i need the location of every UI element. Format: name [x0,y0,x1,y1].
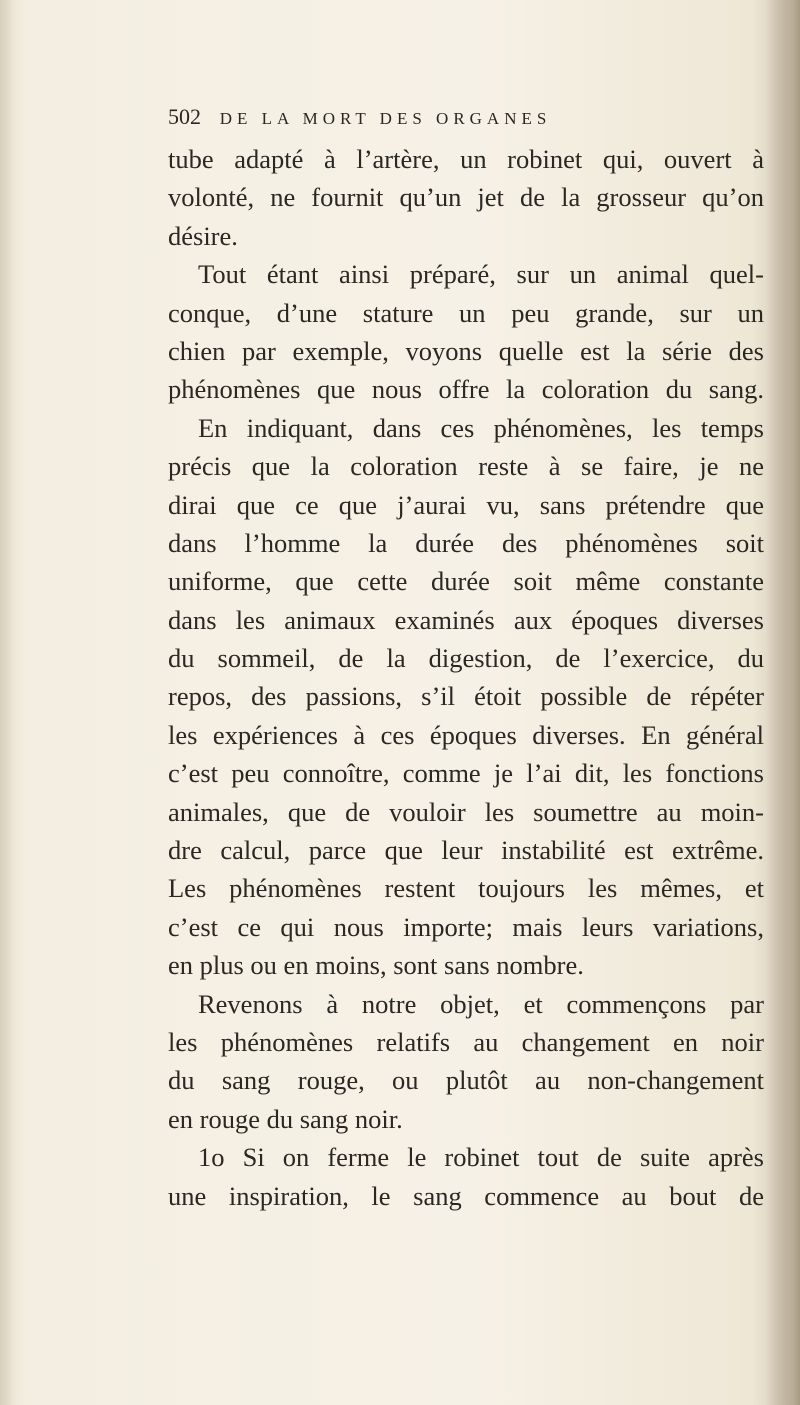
text-line: uniforme, que cette durée soit même constante [168,566,764,597]
running-title: DE LA MORT DES ORGANES [219,109,552,128]
page-left-shadow [0,0,14,1405]
text-line: tube adapté à l’artère, un robinet qui, ouvert à [168,144,764,174]
text-line: précis que la coloration reste à se faire, je ne [168,451,764,482]
text-line: du sang rouge, ou plutôt au non-changement [168,1065,764,1096]
text-line: dans l’homme la durée des phénomènes soit [168,527,764,558]
text-line: repos, des passions, s’il étoit possible de répéter [168,681,764,712]
text-line: les expériences à ces époques diverses. En général [168,719,764,750]
text-line: dirai que ce que j’aurai vu, sans prétendre que [168,489,764,520]
text-line: dre calcul, parce que leur instabilité est extrême. [168,835,764,866]
text-line: c’est ce qui nous importe; mais leurs variations, [168,911,764,942]
text-line: En indiquant, dans ces phénomènes, les temps [198,412,764,443]
page-number: 502 [168,104,201,129]
text-line: conque, d’une stature un peu grande, sur un [168,297,764,328]
page-right-edge [766,0,800,1405]
text-line: du sommeil, de la digestion, de l’exercice, du [168,643,764,674]
text-line: chien par exemple, voyons quelle est la série des [168,335,764,366]
text-line: volonté, ne fournit qu’un jet de la grosseur qu’on [168,182,764,213]
text-line: une inspiration, le sang commence au bout de [168,1180,764,1211]
page-header [168,104,768,130]
text-line: Tout étant ainsi préparé, sur un animal quel- [198,259,764,290]
text-line: les phénomènes relatifs au changement en noir [168,1026,764,1057]
body-text [168,140,764,1215]
text-line: dans les animaux examinés aux époques diverses [168,604,764,635]
text-line: c’est peu connoître, comme je l’ai dit, les fonctions [168,758,764,789]
text-line: désire. [168,220,238,251]
text-line: en plus ou en moins, sont sans nombre. [168,950,584,981]
text-line: en rouge du sang noir. [168,1103,403,1134]
text-line: 1o Si on ferme le robinet tout de suite après [198,1142,764,1173]
text-line: phénomènes que nous offre la coloration du sang. [168,374,764,405]
text-line: animales, que de vouloir les soumettre au moin- [168,796,764,827]
text-line: Les phénomènes restent toujours les mêmes, et [168,873,764,904]
text-line: Revenons à notre objet, et commençons par [198,988,764,1019]
